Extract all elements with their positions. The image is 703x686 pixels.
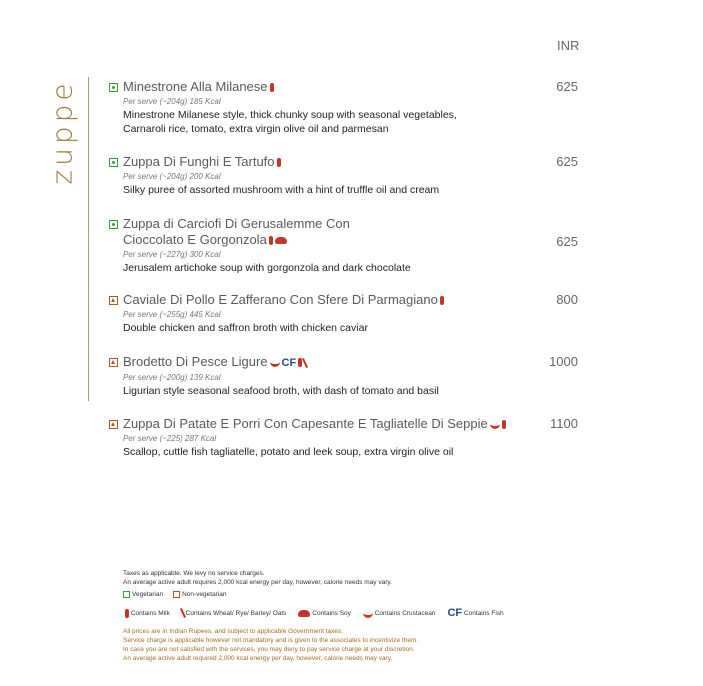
milk-icon	[502, 420, 506, 429]
item-name: Brodetto Di Pesce Ligure	[123, 354, 268, 369]
item-name-2: Cioccolato E Gorgonzola	[123, 232, 267, 247]
item-desc: Minestrone Milanese style, thick chunky soup with seasonal vegetables,	[123, 109, 457, 121]
milk-icon	[269, 236, 273, 245]
soy-icon	[275, 237, 287, 244]
milk-icon	[125, 609, 129, 618]
item-serve: Per serve (~225) 287 Kcal	[123, 434, 217, 443]
item-price: 625	[556, 79, 578, 94]
nonveg-marker-icon	[109, 420, 118, 429]
crustacean-icon	[363, 609, 373, 618]
footer-energy-note: An average active adult required 2,000 kcal energy per day, however, calorie needs may vary.	[123, 655, 393, 662]
item-serve: Per serve (~200g) 139 Kcal	[123, 372, 221, 382]
milk-label: Contains Milk	[130, 609, 170, 617]
allergen-legend	[123, 607, 514, 619]
nonveg-label: Non-vegetarian	[182, 591, 227, 598]
currency-label: INR	[557, 38, 580, 53]
milk-icon	[277, 158, 281, 167]
item-serve: Per serve (~227g) 300 Kcal	[123, 250, 221, 259]
item-desc: Ligurian style seasonal seafood broth, with dash of tomato and basil	[123, 384, 439, 397]
milk-icon	[270, 83, 274, 92]
item-name: Zuppa di Carciofi Di Gerusalemme Con	[123, 216, 350, 231]
nonveg-marker-icon	[173, 591, 180, 598]
veg-marker-icon	[109, 83, 118, 92]
crustacean-label: Contains Crustacean	[374, 609, 436, 617]
item-price: 625	[556, 154, 578, 169]
soy-label: Contains Soy	[312, 609, 351, 617]
item-desc-2: Carnaroli rice, tomato, extra virgin olive oil and parmesan	[123, 123, 389, 135]
item-price: 625	[556, 234, 578, 249]
milk-icon	[440, 296, 444, 305]
footer-kcal-note: An average active adult requires 2,000 kcal energy per day, however, calorie needs may vary.	[123, 579, 392, 586]
item-name: Caviale Di Pollo E Zafferano Con Sfere Di Parmagiano	[123, 292, 438, 307]
section-divider	[88, 77, 89, 401]
item-serve: Per serve (~204g) 200 Kcal	[123, 172, 221, 181]
item-desc: Double chicken and saffron broth with chicken caviar	[123, 322, 368, 334]
footer-service-note: Service charge is applicable however not mandatory and is given to the associates to incentivize them.	[123, 637, 419, 644]
section-title	[45, 72, 79, 192]
wheat-icon	[302, 358, 308, 368]
item-price: 1100	[550, 416, 578, 431]
fish-label: Contains Fish	[463, 609, 504, 617]
footer-deny-note: In case you are not satisfied with the services, you may deny to pay service charge at your discretion.	[123, 646, 415, 653]
nonveg-marker-icon	[109, 358, 118, 367]
fish-icon: CF	[447, 607, 463, 619]
veg-label: Vegetarian	[132, 591, 164, 598]
footer-tax-note: Taxes as applicable. We levy no service charges.	[123, 570, 265, 577]
item-price: 1000	[549, 354, 578, 369]
section-title-text: zuppe	[45, 79, 79, 185]
crustacean-icon	[270, 358, 280, 367]
wheat-label: Contains Wheat/ Rye/ Barley/ Oats	[185, 609, 287, 617]
item-desc: Scallop, cuttle fish tagliatelle, potato and leek soup, extra virgin olive oil	[123, 446, 454, 458]
nonveg-marker-icon	[109, 296, 118, 305]
veg-marker-icon	[109, 220, 118, 229]
item-name: Zuppa Di Funghi E Tartufo	[123, 154, 275, 169]
crustacean-icon	[490, 420, 500, 429]
item-name: Zuppa Di Patate E Porri Con Capesante E Tagliatelle Di Seppie	[123, 416, 488, 431]
veg-marker-icon	[109, 158, 118, 167]
item-name: Minestrone Alla Milanese	[123, 79, 268, 94]
item-desc: Silky puree of assorted mushroom with a hint of truffle oil and cream	[123, 184, 440, 196]
fish-icon: CF	[281, 356, 297, 369]
item-serve: Per serve (~255g) 445 Kcal	[123, 310, 221, 319]
veg-marker-icon	[123, 591, 130, 598]
item-serve: Per serve (~204g) 185 Kcal	[123, 97, 221, 106]
diet-legend	[123, 591, 237, 598]
item-price: 800	[556, 292, 578, 307]
item-desc: Jerusalem artichoke soup with gorgonzola and dark chocolate	[123, 262, 411, 274]
footer-price-note: All prices are in Indian Rupees, and subject to applicable Government taxes.	[123, 628, 344, 635]
menu-item	[109, 416, 529, 459]
soy-icon	[298, 610, 310, 617]
